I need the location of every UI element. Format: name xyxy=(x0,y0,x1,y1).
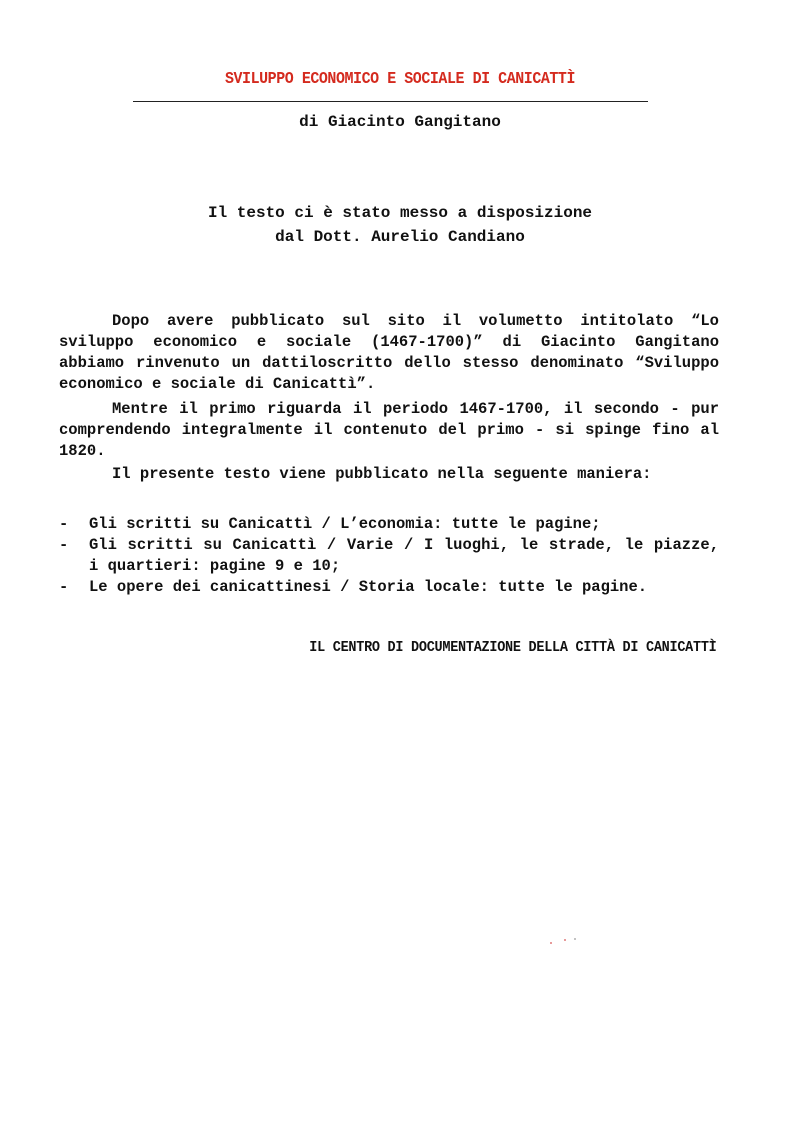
signature-line: IL CENTRO DI DOCUMENTAZIONE DELLA CITTÀ DI CANICATTÌ xyxy=(308,639,716,656)
list-bullet: - xyxy=(59,578,69,596)
list-item xyxy=(59,514,719,535)
provenance-note xyxy=(0,201,800,249)
list-bullet: - xyxy=(59,515,69,533)
scan-specks xyxy=(546,936,586,948)
list-item-text: Le opere dei canicattinesi / Storia locale: tutte le pagine. xyxy=(89,578,648,596)
author-line: di Giacinto Gangitano xyxy=(299,113,501,131)
list-item xyxy=(59,577,719,598)
list-item xyxy=(59,535,719,577)
provenance-note-line-2: dal Dott. Aurelio Candiano xyxy=(275,228,525,246)
document-title: SVILUPPO ECONOMICO E SOCIALE DI CANICATTÌ xyxy=(224,70,576,89)
list-item-text: Gli scritti su Canicattì / L’economia: tutte le pagine; xyxy=(89,515,601,533)
publication-list xyxy=(59,514,719,598)
paragraph-2: Mentre il primo riguarda il periodo 1467-1700, il secondo - pur comprendendo integralmente il contenuto del primo - si spinge fino al 1820. xyxy=(59,400,719,460)
paragraph-1: Dopo avere pubblicato sul sito il volumetto intitolato “Lo sviluppo economico e sociale (1467-1700)” di Giacinto Gangitano abbiamo rinvenuto un dattiloscritto dello stesso denominato “Sviluppo economico e sociale di Canicattì”. xyxy=(59,312,719,393)
list-bullet: - xyxy=(59,536,69,554)
paragraph-3: Il presente testo viene pubblicato nella seguente maniera: xyxy=(112,465,652,483)
paragraph-3-block xyxy=(59,464,719,485)
paragraph-2-block xyxy=(59,399,719,462)
provenance-note-line-1: Il testo ci è stato messo a disposizione xyxy=(207,204,593,222)
title-divider xyxy=(133,101,648,102)
list-item-text: Gli scritti su Canicattì / Varie / I luoghi, le strade, le piazze, i quartieri: pagine 9 e 10; xyxy=(89,536,719,575)
paragraph-1-block xyxy=(59,311,719,395)
